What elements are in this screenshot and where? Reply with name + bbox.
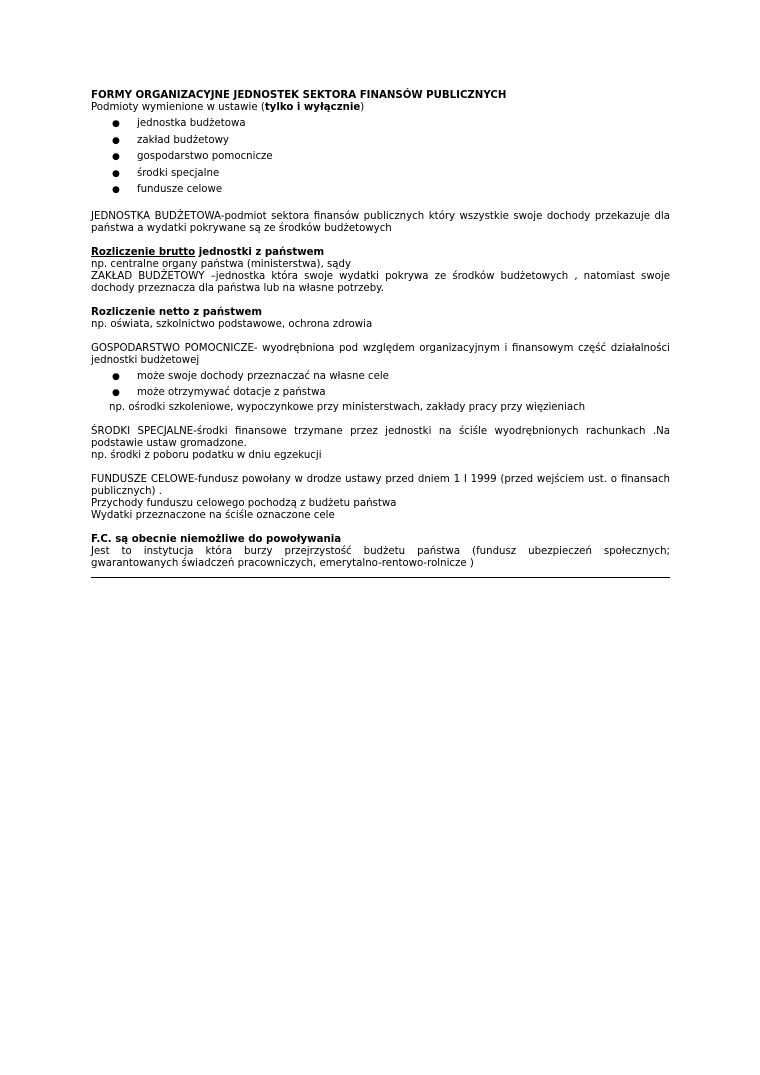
brutto-heading	[91, 247, 670, 259]
fundusze-line3: Wydatki przeznaczone na ściśle oznaczone cele	[91, 509, 335, 521]
list-item: ● może otrzymywać dotacje z państwa	[91, 385, 670, 402]
entity-list	[91, 116, 670, 199]
bullet-icon: ●	[112, 168, 120, 179]
bullet-icon: ●	[112, 371, 120, 382]
bullet-icon: ●	[112, 152, 120, 162]
fundusze-line2: Przychody funduszu celowego pochodzą z budżetu państwa	[91, 497, 397, 509]
fc-paragraph: Jest to instytucja która burzy przejrzystość budżetu państwa (fundusz ubezpieczeń społecznych; gwarantowanych świadczeń pracowniczych, emerytalno-rentowo-rolnicze )	[91, 545, 670, 569]
srodki-paragraph: ŚRODKI SPECJALNE-środki finansowe trzymane przez jednostki na ściśle wyodrębnionych rachunkach .Na podstawie ustaw gromadzone.	[91, 425, 670, 449]
fc-heading: F.C. są obecnie niemożliwe do powoływania	[91, 533, 342, 545]
bullet-icon: ●	[112, 388, 120, 398]
brutto-heading-rest: jednostki z państwem	[195, 246, 325, 258]
intro-bold: tylko i wyłącznie	[264, 102, 361, 113]
gospodarstwo-list	[91, 369, 670, 402]
brutto-heading-underlined: Rozliczenie brutto	[91, 246, 196, 258]
list-item: ● środki specjalne	[91, 166, 670, 183]
document-title: FORMY ORGANIZACYJNE JEDNOSTEK SEKTORA FINANSÓW PUBLICZNYCH	[91, 90, 507, 101]
intro-line	[91, 102, 670, 114]
jednostka-paragraph: JEDNOSTKA BUDŻETOWA-podmiot sektora finansów publicznych który wszystkie swoje dochody przekazuje dla państwa a wydatki pokrywane są ze środków budżetowych	[91, 210, 670, 234]
horizontal-rule	[91, 577, 670, 578]
bullet-icon: ●	[112, 185, 120, 195]
bullet-icon: ●	[112, 119, 120, 129]
srodki-examples: np. środki z poboru podatku w dniu egzekucji	[91, 449, 322, 461]
gospodarstwo-examples: np. ośrodki szkoleniowe, wypoczynkowe przy ministerstwach, zakłady pracy przy więzieniach	[109, 401, 586, 413]
brutto-examples: np. centralne organy państwa (ministerstwa), sądy	[91, 258, 352, 270]
netto-heading: Rozliczenie netto z państwem	[91, 306, 263, 318]
zaklad-paragraph: ZAKŁAD BUDŻETOWY –jednostka która swoje wydatki pokrywa ze środków budżetowych , natomiast swoje dochody przeznacza dla państwa lub na własne potrzeby.	[91, 270, 670, 294]
list-item: ● jednostka budżetowa	[91, 116, 670, 133]
netto-examples: np. oświata, szkolnictwo podstawowe, ochrona zdrowia	[91, 318, 373, 330]
list-item: ● zakład budżetowy	[91, 133, 670, 150]
intro-prefix: Podmioty wymienione w ustawie (	[91, 102, 265, 113]
list-item: ● fundusze celowe	[91, 182, 670, 199]
document-page	[91, 90, 670, 578]
bullet-icon: ●	[112, 135, 120, 146]
intro-suffix: )	[360, 102, 365, 113]
list-item: ● gospodarstwo pomocnicze	[91, 149, 670, 166]
gospodarstwo-paragraph: GOSPODARSTWO POMOCNICZE- wyodrębniona pod względem organizacyjnym i finansowym część działalności jednostki budżetowej	[91, 342, 670, 366]
fundusze-paragraph: FUNDUSZE CELOWE-fundusz powołany w drodze ustawy przed dniem 1 I 1999 (przed wejściem ust. o finansach publicznych) .	[91, 473, 670, 497]
list-item: ● może swoje dochody przeznaczać na własne cele	[91, 369, 670, 386]
